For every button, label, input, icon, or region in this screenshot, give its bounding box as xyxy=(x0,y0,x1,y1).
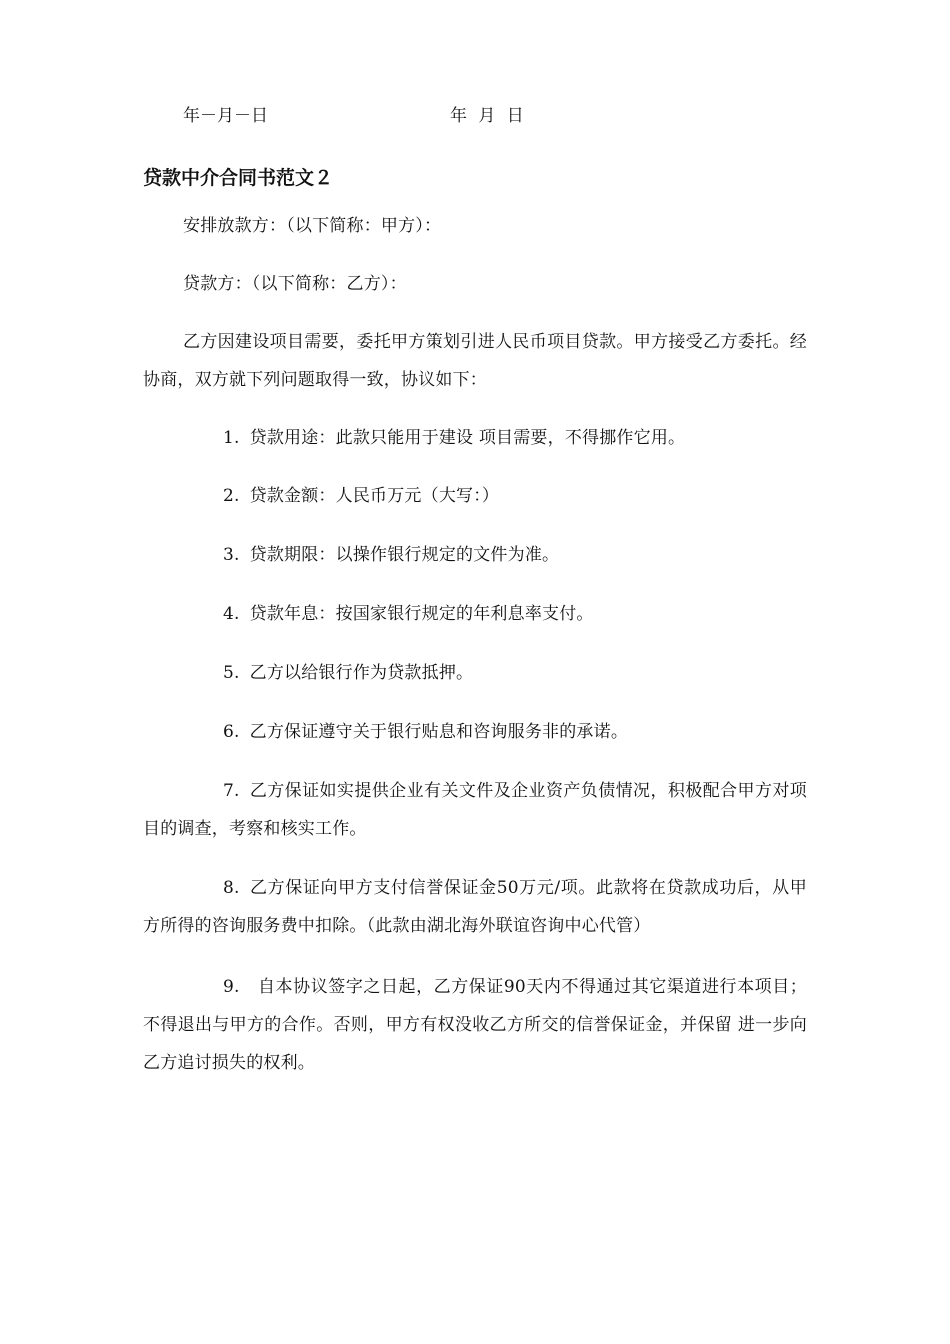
document-title: 贷款中介合同书范文２ xyxy=(143,167,334,189)
clause-item-5 xyxy=(143,654,807,692)
clause-number: 1. xyxy=(223,428,240,448)
clause-item-3 xyxy=(143,536,807,574)
clause-item-4 xyxy=(143,595,807,633)
clause-number: 5. xyxy=(223,663,240,683)
clause-text: 贷款金额：人民币万元（大写：） xyxy=(249,486,500,506)
clause-item-8 xyxy=(143,869,807,945)
clause-number: 9. xyxy=(223,977,240,997)
clause-text: 自本协议签字之日起，乙方保证90天内不得通过其它渠道进行本项目； 不得退出与甲方的合作。否则，甲方有权没收乙方所交的信誉保证金，并保留 进一步向乙方追讨损失的权利。 xyxy=(143,977,807,1073)
date-row xyxy=(183,102,823,130)
date-right: 年 月 日 xyxy=(450,106,524,126)
clause-number: 8. xyxy=(223,878,240,898)
clause-item-1 xyxy=(143,419,807,457)
clause-text: 乙方保证向甲方支付信誉保证金50万元/项。此款将在贷款成功后，从甲方所得的咨询服务费中扣除。（此款由湖北海外联谊咨询中心代管） xyxy=(143,878,807,936)
clause-text: 乙方保证如实提供企业有关文件及企业资产负债情况，积极配合甲方对项目的调查，考察和核实工作。 xyxy=(143,781,807,839)
clause-text: 贷款期限：以操作银行规定的文件为准。 xyxy=(249,545,560,565)
date-left: 年－月－日 xyxy=(183,106,268,126)
clause-number: 3. xyxy=(223,545,240,565)
clause-text: 贷款年息：按国家银行规定的年利息率支付。 xyxy=(249,604,594,624)
clause-item-2 xyxy=(143,477,807,515)
clause-text: 乙方保证遵守关于银行贴息和咨询服务非的承诺。 xyxy=(249,722,629,742)
clause-number: 2. xyxy=(223,486,240,506)
clause-item-6 xyxy=(143,713,807,751)
clause-number: 6. xyxy=(223,722,240,742)
party-a-line: 安排放款方：（以下简称：甲方）： xyxy=(183,216,442,236)
clause-text: 乙方以给银行作为贷款抵押。 xyxy=(249,663,474,683)
clause-item-7 xyxy=(143,772,807,848)
clause-text: 贷款用途：此款只能用于建设 项目需要，不得挪作它用。 xyxy=(249,428,686,448)
intro-paragraph: 乙方因建设项目需要，委托甲方策划引进人民币项目贷款。甲方接受乙方委托。经协商，双方就下列问题取得一致，协议如下： xyxy=(143,332,807,390)
clause-number: 4. xyxy=(223,604,240,624)
clause-item-9 xyxy=(143,968,807,1082)
party-b-line: 贷款方：（以下简称：乙方）： xyxy=(183,274,407,294)
clause-number: 7. xyxy=(223,781,240,801)
